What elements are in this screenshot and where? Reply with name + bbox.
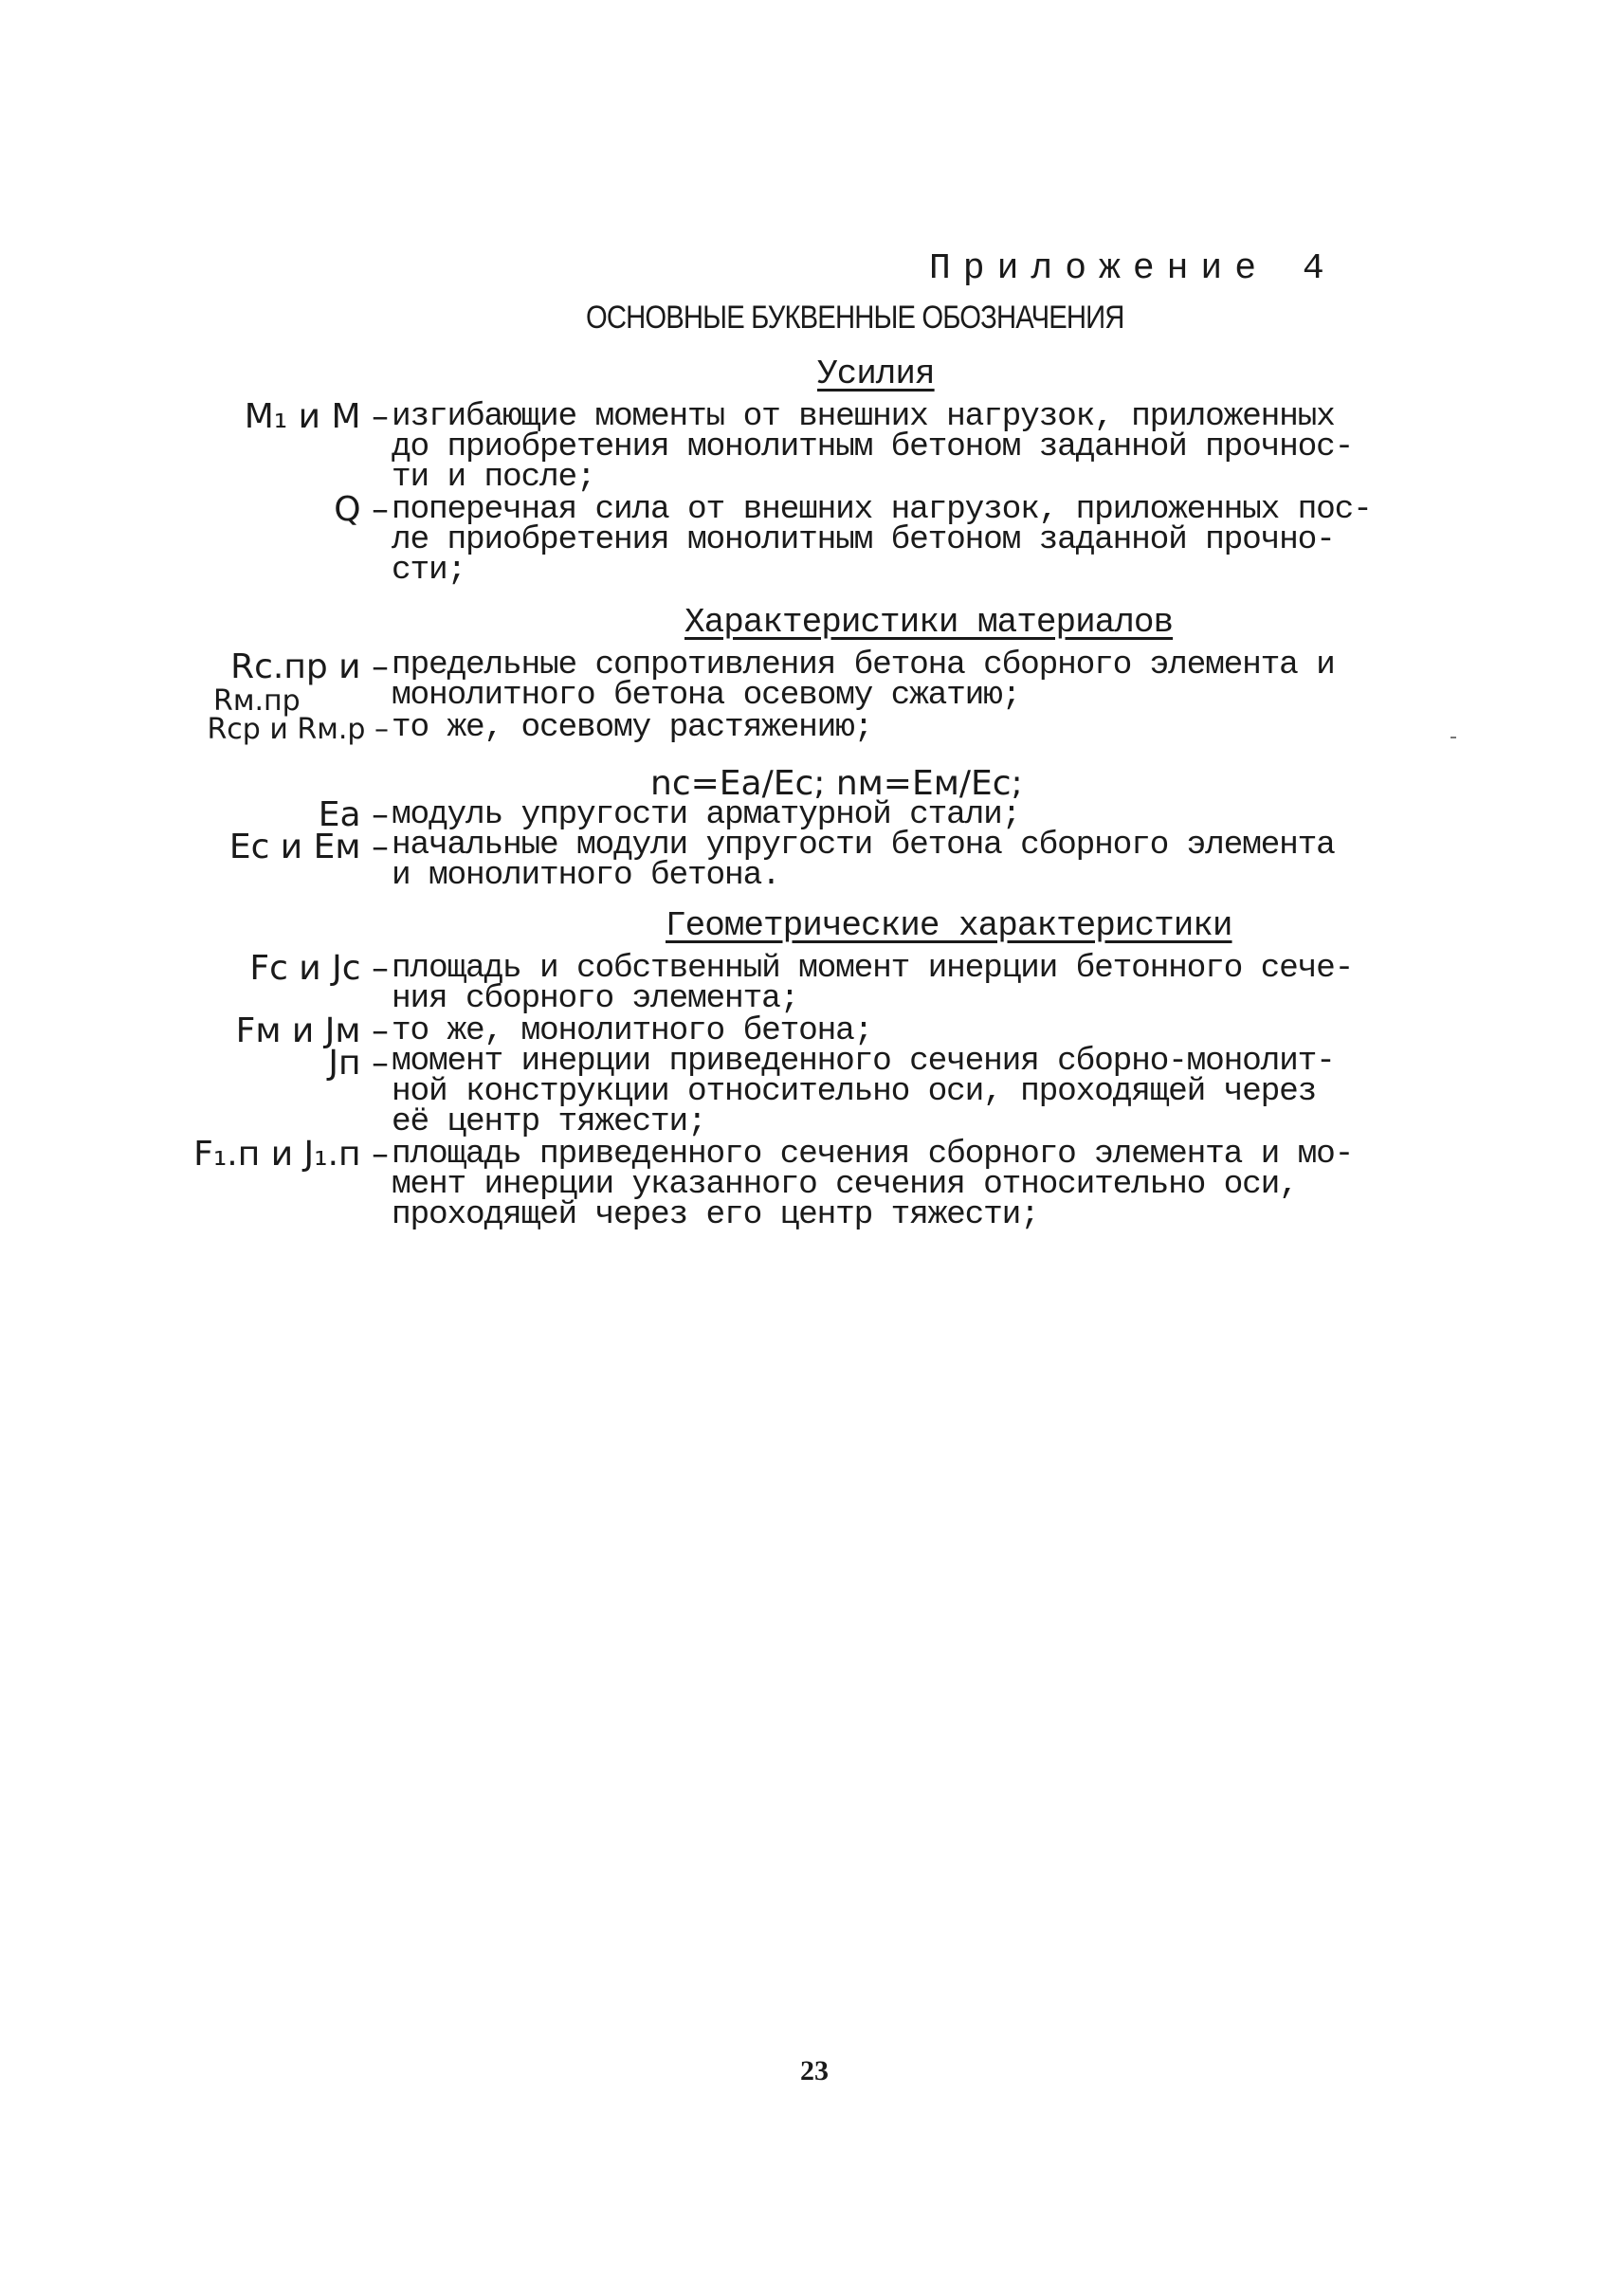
definition-text: изгибающие моменты от внешних нагрузок, приложенных до приобретения монолитным бетоном заданной прочнос- ти и после; (392, 398, 1354, 496)
symbol-shear-force: Q – (334, 490, 389, 529)
symbol-reduced-inertia: Jп – (328, 1044, 389, 1083)
symbol-moments: M₁ и M – (244, 397, 389, 436)
symbol-compressive-strength: Rс.пр и – (230, 647, 389, 686)
definition-text: поперечная сила от внешних нагрузок, приложенных пос- ле приобретения монолитным бетоном заданной прочно- сти; (392, 491, 1372, 589)
definition-text: модуль упругости арматурной стали; (392, 796, 1021, 833)
symbol-precast-area-inertia: Fс и Jс – (249, 949, 389, 988)
symbol-monolithic-area-inertia: Fм и Jм – (235, 1011, 389, 1050)
symbol-reduced-precast-area-inertia: F₁.п и J₁.п – (193, 1135, 389, 1174)
symbol-tensile-strength: Rср и Rм.р – (207, 713, 389, 746)
section-heading-forces: Усилия (817, 355, 935, 393)
definition-text: момент инерции приведенного сечения сборно-монолит- ной конструкции относительно оси, проходящей через её центр тяжести; (392, 1043, 1335, 1140)
definition-text: предельные сопротивления бетона сборного элемента и монолитного бетона осевому сжатию; (392, 647, 1335, 714)
symbol-compressive-strength-line2: Rм.пр (213, 684, 301, 718)
page-title: ОСНОВНЫЕ БУКВЕННЫЕ ОБОЗНАЧЕНИЯ (586, 300, 1124, 336)
symbol-steel-modulus: Eа – (318, 795, 389, 834)
modular-ratio-formula: nс=Eа/Eс; nм=Eм/Eс; (650, 764, 1023, 803)
section-heading-geometry: Геометрические характеристики (666, 906, 1232, 945)
definition-text: то же, осевому растяжению; (392, 709, 873, 746)
symbol-concrete-moduli: Eс и Eм – (228, 828, 389, 866)
definition-text: площадь приведенного сечения сборного элемента и мо- мент инерции указанного сечения относительно оси, проходящей через его центр тяжести; (392, 1136, 1354, 1233)
section-heading-materials: Характеристики материалов (684, 603, 1174, 642)
appendix-label: Приложение 4 (929, 248, 1337, 289)
scan-artifact (1451, 737, 1456, 738)
definition-text: площадь и собственный момент инерции бетонного сече- ния сборного элемента; (392, 950, 1354, 1017)
definition-text: начальные модули упругости бетона сборного элемента и монолитного бетона. (392, 827, 1335, 894)
page-number: 23 (800, 2055, 829, 2086)
definition-text: то же, монолитного бетона; (392, 1012, 873, 1049)
